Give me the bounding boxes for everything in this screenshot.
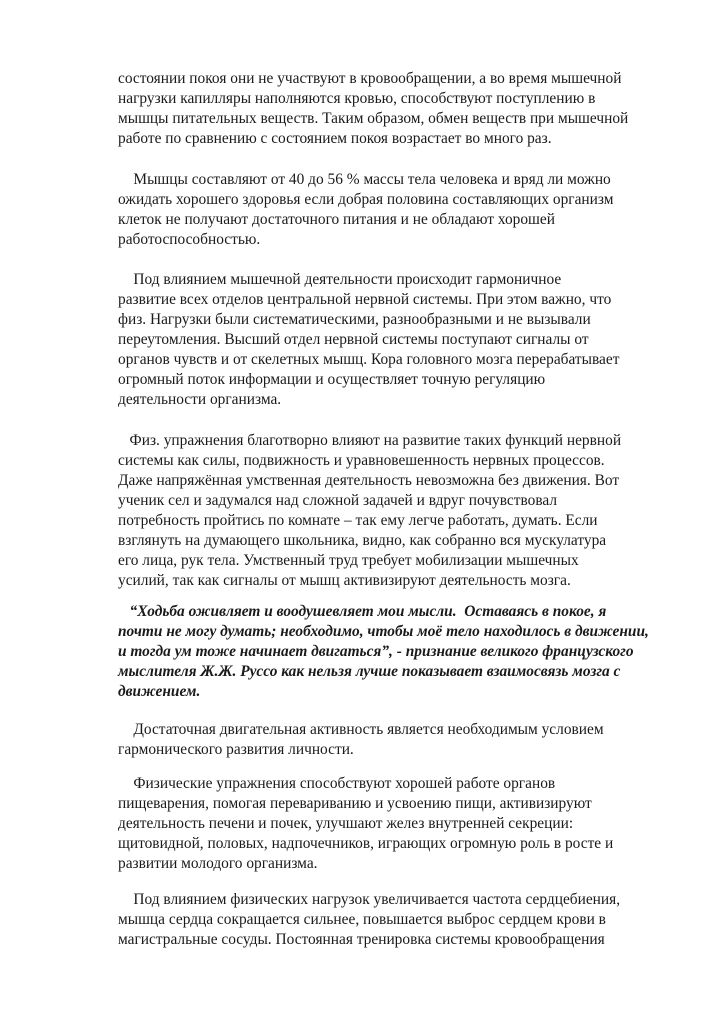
text-line: системы как силы, подвижность и уравновешенность нервных процессов. xyxy=(118,452,605,469)
text-line: Под влиянием физических нагрузок увеличивается частота сердцебиения, xyxy=(118,891,621,908)
text-line: ожидать хорошего здоровья если добрая половина составляющих организм xyxy=(118,191,614,208)
text-line: мыслителя Ж.Ж. Руссо как нельзя лучше показывает взаимосвязь мозга с xyxy=(118,663,621,680)
text-line: движением. xyxy=(118,683,201,700)
text-line: органов чувств и от скелетных мышц. Кора головного мозга перерабатывает xyxy=(118,351,620,368)
text-line: состоянии покоя они не участвуют в кровообращении, а во время мышечной xyxy=(118,70,622,87)
text-line: развитии молодого организма. xyxy=(118,855,318,872)
text-line: клеток не получают достаточного питания и не обладают хорошей xyxy=(118,211,555,228)
text-line: потребность пройтись по комнате – так ему легче работать, думать. Если xyxy=(118,512,598,529)
text-line: усилий, так как сигналы от мышц активизируют деятельность мозга. xyxy=(118,572,571,589)
text-line: деятельности организма. xyxy=(118,391,282,408)
paragraph-motor-activity xyxy=(118,720,663,760)
text-line: Даже напряжённая умственная деятельность невозможна без движения. Вот xyxy=(118,472,620,489)
paragraph-heart xyxy=(118,890,663,950)
text-line: гармонического развития личности. xyxy=(118,741,354,758)
text-line: мышцы питательных веществ. Таким образом, обмен веществ при мышечной xyxy=(118,110,629,127)
text-line: почти не могу думать; необходимо, чтобы моё тело находилось в движении, xyxy=(118,623,649,640)
text-line: огромный поток информации и осуществляет точную регуляцию xyxy=(118,371,546,388)
text-line: пищеварения, помогая перевариванию и усвоению пищи, активизируют xyxy=(118,795,592,812)
text-line: взглянуть на думающего школьника, видно, как собранно вся мускулатура xyxy=(118,532,607,549)
paragraph-muscle-mass xyxy=(118,170,663,250)
text-line: и тогда ум тоже начинает двигаться”, - признание великого французского xyxy=(118,643,634,660)
text-line: Физ. упражнения благотворно влияют на развитие таких функций нервной xyxy=(118,432,622,449)
text-line: деятельность печени и почек, улучшают желез внутренней секреции: xyxy=(118,815,574,832)
text-line: работе по сравнению с состоянием покоя возрастает во много раз. xyxy=(118,130,552,147)
text-line: переутомления. Высший отдел нервной системы поступают сигналы от xyxy=(118,331,589,348)
text-line: щитовидной, половых, надпочечников, играющих огромную роль в росте и xyxy=(118,835,614,852)
text-line: ученик сел и задумался над сложной задачей и вдруг почувствовал xyxy=(118,492,558,509)
text-line: физ. Нагрузки были систематическими, разнообразными и не вызывали xyxy=(118,311,591,328)
text-line: работоспособностью. xyxy=(118,231,261,248)
text-line: Физические упражнения способствуют хорошей работе органов xyxy=(118,775,556,792)
text-line: “Ходьба оживляет и воодушевляет мои мысли. Оставаясь в покое, я xyxy=(118,603,607,620)
text-line: Под влиянием мышечной деятельности происходит гармоничное xyxy=(118,271,562,288)
paragraph-digestion xyxy=(118,774,663,874)
text-line: его лица, рук тела. Умственный труд требует мобилизации мышечных xyxy=(118,552,579,569)
text-line: развитие всех отделов центральной нервной системы. При этом важно, что xyxy=(118,291,612,308)
paragraph-muscle-blood-supply xyxy=(118,69,663,149)
paragraph-exercise-nervous-functions xyxy=(118,431,663,591)
paragraph-nervous-system xyxy=(118,270,663,410)
text-line: Достаточная двигательная активность является необходимым условием xyxy=(118,721,604,738)
rousseau-quote xyxy=(118,602,663,702)
text-line: магистральные сосуды. Постоянная тренировка системы кровообращения xyxy=(118,931,605,948)
text-line: нагрузки капилляры наполняются кровью, способствуют поступлению в xyxy=(118,90,596,107)
text-line: мышца сердца сокращается сильнее, повышается выброс сердцем крови в xyxy=(118,911,606,928)
text-line: Мышцы составляют от 40 до 56 % массы тела человека и вряд ли можно xyxy=(118,171,611,188)
